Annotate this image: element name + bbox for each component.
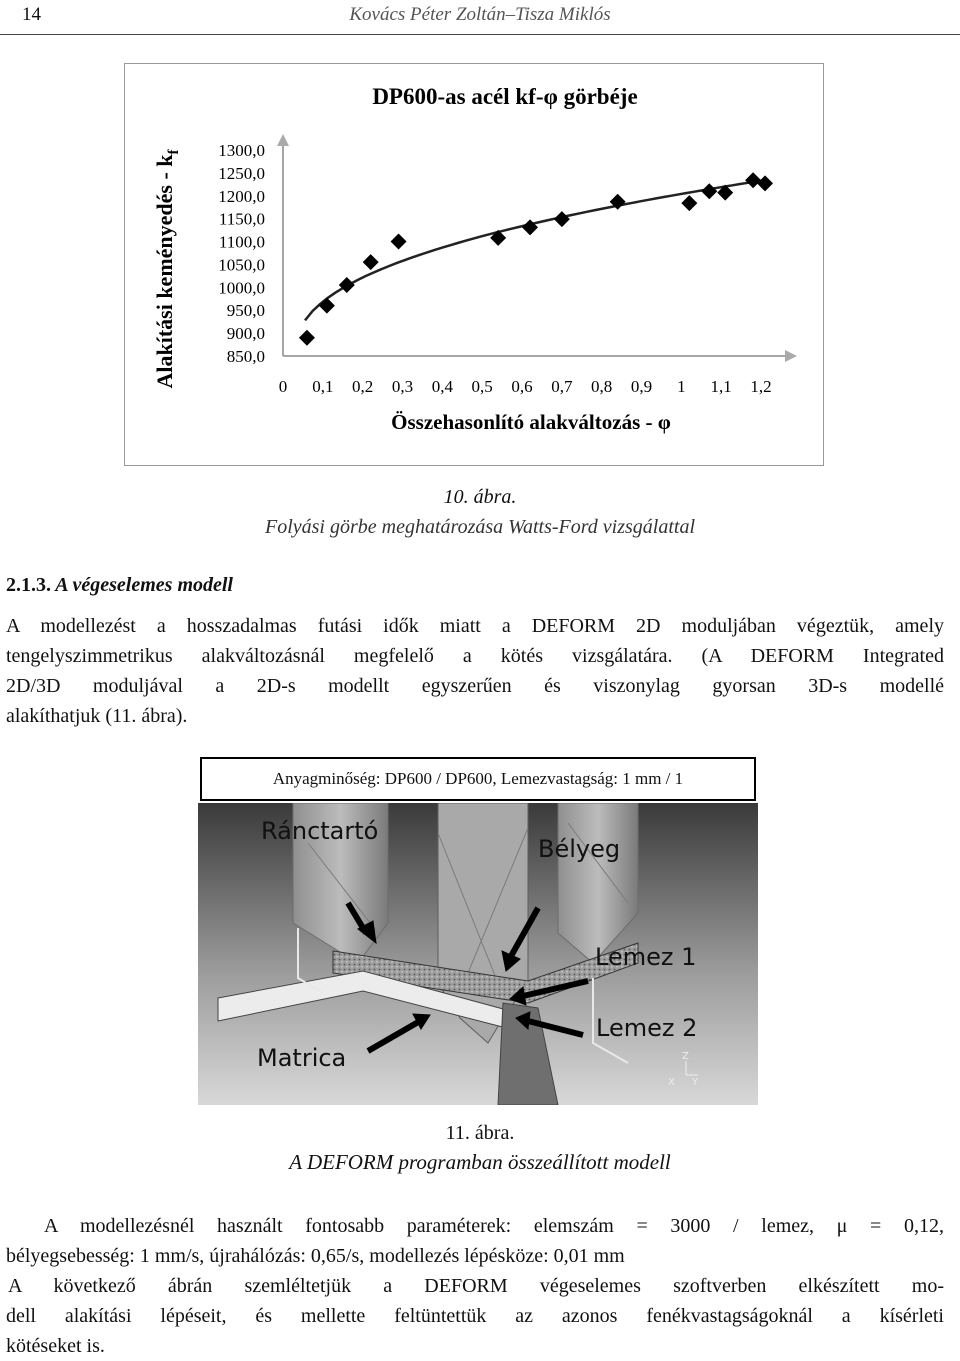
- y-axis-arrow: [277, 134, 289, 146]
- section-title: A végeselemes modell: [55, 574, 233, 596]
- chart-points: [299, 172, 773, 345]
- x-tick-label: 0,3: [391, 377, 414, 396]
- figure-11-model: [198, 757, 760, 1107]
- label-belyeg: Bélyeg: [538, 835, 621, 863]
- x-tick-label: 0,8: [591, 377, 613, 396]
- data-point-marker: [681, 195, 697, 211]
- triad-x-label: X: [668, 1077, 675, 1088]
- x-tick-label: 1: [677, 377, 686, 396]
- chart-title: DP600-as acél kf-φ görbéje: [372, 84, 638, 109]
- data-point-marker: [554, 211, 570, 227]
- y-tick-label: 1000,0: [218, 278, 265, 298]
- y-tick-label: 1050,0: [218, 255, 265, 275]
- x-tick-label: 0,7: [551, 377, 573, 396]
- running-head-authors: Kovács Péter Zoltán–Tisza Miklós: [349, 4, 611, 25]
- chart-x-axis-label: Összehasonlító alakváltozás - φ: [391, 410, 671, 434]
- x-tick-label: 1,2: [750, 377, 772, 396]
- paragraph-line: 2D/3D moduljával a 2D-s modellt egyszerűen és viszonylag gyorsan 3D-s modellé: [6, 675, 944, 697]
- figure-11-number: [0, 1122, 960, 1145]
- y-tick-label: 950,0: [226, 301, 265, 321]
- data-point-marker: [757, 175, 773, 191]
- y-tick-label: 1200,0: [218, 186, 265, 206]
- x-tick-label: 0,6: [511, 377, 533, 396]
- data-point-marker: [299, 330, 315, 346]
- data-point-marker: [701, 183, 717, 199]
- chart-svg: [125, 64, 825, 467]
- paragraph-line: A modellezésnél használt fontosabb paraméterek: elemszám = 3000 / lemez, μ = 0,12,: [44, 1215, 944, 1237]
- paragraph-2: [6, 1211, 944, 1361]
- chart-x-ticks: [279, 377, 772, 396]
- triad-y-label: Y: [692, 1077, 699, 1088]
- paragraph-line: kötéseket is.: [6, 1335, 105, 1357]
- y-tick-label: 1150,0: [218, 209, 265, 229]
- triad-z-label: Z: [682, 1051, 689, 1062]
- paragraph-line: A modellezést a hosszadalmas futási idők miatt a DEFORM 2D moduljában végeztük, amely: [6, 615, 944, 637]
- fig10-number-text: 10. ábra.: [443, 486, 517, 508]
- chart-y-axis-label: [152, 148, 182, 388]
- chart-y-ticks: [218, 141, 265, 366]
- header-rule: [0, 34, 960, 35]
- data-point-marker: [363, 254, 379, 270]
- y-tick-label: 1250,0: [218, 163, 265, 183]
- label-matrica: Matrica: [257, 1044, 347, 1072]
- paragraph-line: tengelyszimmetrikus alakváltozásnál megfelelő a kötés vizsgálatára. (A DEFORM Integrated: [6, 645, 944, 667]
- x-tick-label: 0,9: [630, 377, 653, 396]
- x-tick-label: 0,4: [431, 377, 453, 396]
- y-tick-label: 850,0: [226, 347, 265, 366]
- paragraph-line: A következő ábrán szemléltetjük a DEFORM végeselemes szoftverben elkészített mo-: [8, 1275, 944, 1297]
- x-tick-label: 1,1: [710, 377, 732, 396]
- x-tick-label: 0: [278, 377, 288, 396]
- x-tick-label: 0,1: [312, 377, 334, 396]
- figure-10-number: [0, 486, 960, 509]
- label-ranctarto: Ránctartó: [261, 817, 379, 845]
- paragraph-line: bélyegsebesség: 1 mm/s, újrahálózás: 0,65/s, modellezés lépésköze: 0,01 mm: [6, 1245, 625, 1267]
- paragraph-1: [6, 611, 944, 731]
- figure-10-caption: Folyási görbe meghatározása Watts-Ford vizsgálattal: [265, 516, 695, 538]
- x-tick-label: 0,5: [471, 377, 493, 396]
- y-tick-label: 1100,0: [218, 232, 265, 252]
- data-point-marker: [745, 172, 761, 188]
- data-point-marker: [319, 298, 335, 314]
- y-tick-label: 900,0: [226, 324, 265, 344]
- label-lemez1: Lemez 1: [595, 943, 697, 971]
- section-heading: [6, 574, 233, 597]
- paragraph-line: dell alakítási lépéseit, és mellette feltüntettük az azonos fenékvastagságoknál a kísérleti: [6, 1305, 944, 1327]
- x-tick-label: 0,2: [352, 377, 374, 396]
- y-tick-label: 1300,0: [218, 141, 265, 160]
- fig11-number-text: 11. ábra.: [445, 1122, 515, 1144]
- model-banner: Anyagminőség: DP600 / DP600, Lemezvastagság: 1 mm / 1: [200, 757, 756, 801]
- label-lemez2: Lemez 2: [596, 1014, 698, 1042]
- chart-axes: [277, 134, 797, 362]
- x-axis-arrow: [785, 350, 797, 362]
- section-number: 2.1.3.: [6, 574, 51, 596]
- y-label-main: Alakítási keményedés - k: [152, 154, 177, 389]
- figure-10-chart: [124, 63, 824, 466]
- data-point-marker: [391, 234, 407, 250]
- data-point-marker: [339, 277, 355, 293]
- figure-11-caption: A DEFORM programban összeállított modell: [289, 1150, 671, 1174]
- paragraph-line: alakíthatjuk (11. ábra).: [6, 705, 188, 727]
- y-label-subscript: f: [166, 149, 182, 155]
- page-header: [0, 0, 960, 34]
- page-number: 14: [22, 4, 41, 25]
